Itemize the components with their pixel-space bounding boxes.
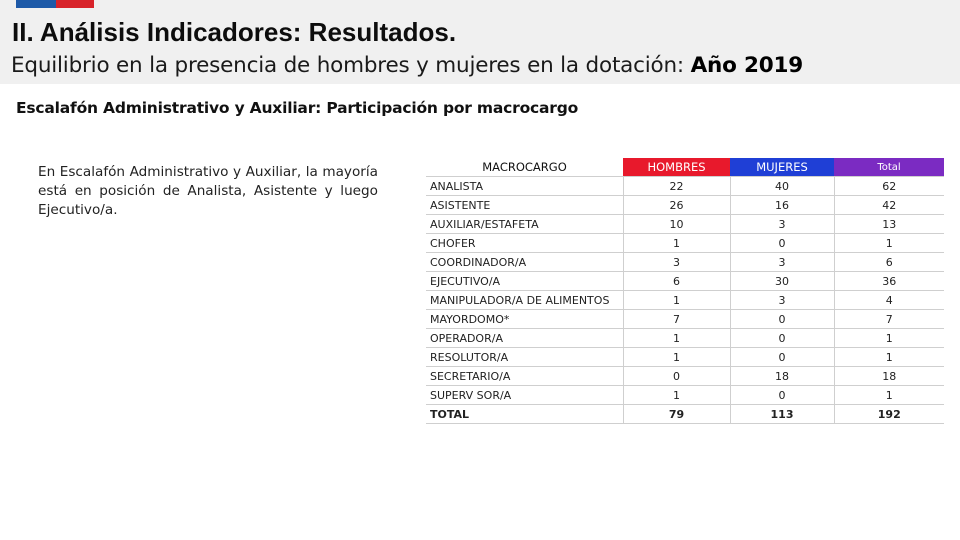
cell-macrocargo: MAYORDOMO* xyxy=(426,310,623,329)
cell-mujeres: 40 xyxy=(730,177,834,196)
cell-mujeres: 3 xyxy=(730,215,834,234)
table-row xyxy=(426,272,944,291)
cell-total: 62 xyxy=(834,177,944,196)
cell-mujeres: 30 xyxy=(730,272,834,291)
cell-total: 1 xyxy=(834,329,944,348)
table-row xyxy=(426,291,944,310)
header-band xyxy=(0,0,960,84)
cell-hombres: 1 xyxy=(623,291,730,310)
cell-total: 36 xyxy=(834,272,944,291)
total-mujeres: 113 xyxy=(730,405,834,424)
table-row xyxy=(426,386,944,405)
section-title: Escalafón Administrativo y Auxiliar: Participación por macrocargo xyxy=(16,99,579,117)
cell-macrocargo: AUXILIAR/ESTAFETA xyxy=(426,215,623,234)
table-row xyxy=(426,196,944,215)
cell-macrocargo: OPERADOR/A xyxy=(426,329,623,348)
cell-mujeres: 0 xyxy=(730,386,834,405)
table-row xyxy=(426,253,944,272)
cell-hombres: 0 xyxy=(623,367,730,386)
body-paragraph: En Escalafón Administrativo y Auxiliar, la mayoría está en posición de Analista, Asistente y luego Ejecutivo/a. xyxy=(38,164,378,218)
cell-total: 42 xyxy=(834,196,944,215)
cell-mujeres: 3 xyxy=(730,291,834,310)
cell-total: 1 xyxy=(834,386,944,405)
cell-mujeres: 0 xyxy=(730,329,834,348)
header-mujeres: MUJERES xyxy=(730,158,834,177)
total-hombres: 79 xyxy=(623,405,730,424)
cell-total: 18 xyxy=(834,367,944,386)
table-row xyxy=(426,367,944,386)
flag-blue-stripe xyxy=(16,0,56,8)
header-hombres: HOMBRES xyxy=(623,158,730,177)
table-row xyxy=(426,215,944,234)
cell-total: 6 xyxy=(834,253,944,272)
cell-macrocargo: MANIPULADOR/A DE ALIMENTOS xyxy=(426,291,623,310)
subtitle-year: Año 2019 xyxy=(690,53,804,78)
cell-total: 4 xyxy=(834,291,944,310)
cell-total: 1 xyxy=(834,348,944,367)
cell-hombres: 7 xyxy=(623,310,730,329)
cell-macrocargo: EJECUTIVO/A xyxy=(426,272,623,291)
cell-hombres: 26 xyxy=(623,196,730,215)
cell-macrocargo: COORDINADOR/A xyxy=(426,253,623,272)
cell-mujeres: 0 xyxy=(730,234,834,253)
page-title: II. Análisis Indicadores: Resultados. xyxy=(12,17,457,47)
flag-red-stripe xyxy=(56,0,94,8)
cell-hombres: 1 xyxy=(623,234,730,253)
cell-hombres: 1 xyxy=(623,386,730,405)
cell-hombres: 10 xyxy=(623,215,730,234)
table-row xyxy=(426,177,944,196)
page-subtitle xyxy=(11,53,803,78)
cell-total: 13 xyxy=(834,215,944,234)
table-body xyxy=(426,177,944,405)
cell-hombres: 1 xyxy=(623,329,730,348)
cell-total: 7 xyxy=(834,310,944,329)
subtitle-text: Equilibrio en la presencia de hombres y mujeres en la dotación: xyxy=(11,53,691,78)
table-row xyxy=(426,234,944,253)
cell-hombres: 1 xyxy=(623,348,730,367)
cell-mujeres: 3 xyxy=(730,253,834,272)
total-label: TOTAL xyxy=(426,405,623,424)
macrocargo-table xyxy=(426,158,944,424)
cell-mujeres: 16 xyxy=(730,196,834,215)
cell-mujeres: 0 xyxy=(730,310,834,329)
header-total: Total xyxy=(834,158,944,177)
cell-hombres: 22 xyxy=(623,177,730,196)
cell-mujeres: 18 xyxy=(730,367,834,386)
cell-hombres: 3 xyxy=(623,253,730,272)
table-row xyxy=(426,329,944,348)
cell-macrocargo: RESOLUTOR/A xyxy=(426,348,623,367)
table-row xyxy=(426,310,944,329)
table-row xyxy=(426,348,944,367)
cell-total: 1 xyxy=(834,234,944,253)
cell-macrocargo: ANALISTA xyxy=(426,177,623,196)
total-total: 192 xyxy=(834,405,944,424)
cell-macrocargo: SECRETARIO/A xyxy=(426,367,623,386)
cell-macrocargo: CHOFER xyxy=(426,234,623,253)
header-macrocargo: MACROCARGO xyxy=(426,158,623,177)
table-header-row xyxy=(426,158,944,177)
table-total-row xyxy=(426,405,944,424)
cell-macrocargo: SUPERV SOR/A xyxy=(426,386,623,405)
cell-macrocargo: ASISTENTE xyxy=(426,196,623,215)
cell-mujeres: 0 xyxy=(730,348,834,367)
cell-hombres: 6 xyxy=(623,272,730,291)
